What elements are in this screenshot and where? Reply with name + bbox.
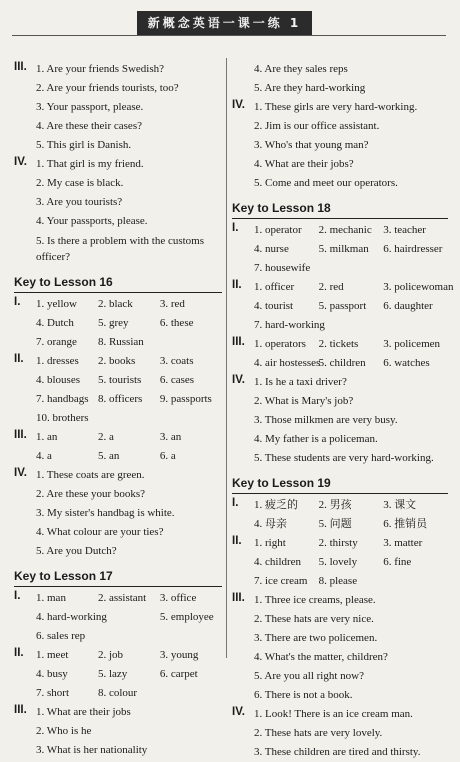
- answer-row: [36, 447, 222, 466]
- answer-line: 4. Are these their cases?: [36, 120, 142, 132]
- answer-cell: 5. children: [318, 357, 366, 369]
- section-number: IV.: [14, 467, 28, 479]
- answer-cell: 2. tickets: [318, 338, 359, 350]
- answer-line: 2. Who is he: [36, 725, 92, 737]
- answer-cell: 8. please: [318, 575, 358, 587]
- answer-cell: 3. 课文: [383, 499, 417, 511]
- answer-cell: 6. hairdresser: [383, 243, 443, 255]
- answer-line: 4. Are they sales reps: [254, 63, 348, 75]
- answer-row: [254, 572, 448, 591]
- answer-section: [232, 335, 448, 373]
- answer-row: [36, 589, 222, 608]
- answer-row: [36, 352, 222, 371]
- answer-line: 5. Are they hard-working: [254, 82, 366, 94]
- answer-section: [14, 646, 222, 703]
- answer-cell: 7. hard-working: [254, 319, 325, 331]
- answer-cell: 1. man: [36, 592, 66, 604]
- answer-cell: [319, 316, 384, 335]
- answer-section: [14, 703, 222, 760]
- answer-cell: 6. daughter: [383, 300, 433, 312]
- answer-cell: [98, 409, 160, 428]
- answer-cell: 6. cases: [159, 374, 195, 386]
- section-number: [232, 60, 254, 61]
- answer-line: 3. Are you tourists?: [36, 196, 123, 208]
- answer-cell: 1. an: [36, 431, 58, 443]
- answer-cell: 2. a: [97, 431, 114, 443]
- answer-cell: 5. employee: [159, 611, 214, 623]
- answer-row: [254, 259, 448, 278]
- answer-line: 5. Is there a problem with the customs officer?: [36, 235, 205, 263]
- answer-cell: [160, 333, 222, 352]
- answer-section: [232, 591, 448, 705]
- answer-lines: [36, 155, 222, 267]
- section-number: II.: [232, 535, 242, 547]
- answer-row: [36, 627, 222, 646]
- answer-cell: 2. mechanic: [318, 224, 372, 236]
- answer-cell: 7. orange: [36, 336, 77, 348]
- answer-row: [254, 354, 448, 373]
- answer-cell: 2. books: [97, 355, 136, 367]
- answer-lines: [254, 98, 448, 193]
- answer-section: [14, 589, 222, 646]
- answer-cell: 5. lovely: [318, 556, 358, 568]
- answer-line: 1. Three ice creams, please.: [254, 594, 376, 606]
- answer-cell: 3. policewoman: [383, 281, 454, 293]
- answer-row: [254, 335, 448, 354]
- answer-cell: 8. Russian: [97, 336, 144, 348]
- answer-cell: 6. fine: [383, 556, 412, 568]
- answer-cell: 2. black: [97, 298, 133, 310]
- answer-row: [36, 333, 222, 352]
- answer-cell: 1. operators: [254, 338, 306, 350]
- lesson-heading: Key to Lesson 19: [232, 476, 448, 494]
- answer-line: 1. These coats are green.: [36, 469, 145, 481]
- answer-cell: 2. job: [97, 649, 123, 661]
- answer-line: 3. Your passport, please.: [36, 101, 144, 113]
- answer-line: 2. These hats are very lovely.: [254, 727, 383, 739]
- section-number: II.: [14, 353, 24, 365]
- answer-section: [14, 155, 222, 267]
- answer-line: 1. These girls are very hard-working.: [254, 101, 418, 113]
- answer-cell: 4. busy: [36, 668, 68, 680]
- answer-cell: [383, 572, 448, 591]
- section-number: I.: [232, 497, 239, 509]
- answer-lines: [254, 705, 448, 762]
- answer-cell: 7. short: [36, 687, 69, 699]
- answer-line: 5. Come and meet our operators.: [254, 177, 398, 189]
- answer-cell: 6. sales rep: [36, 630, 86, 642]
- answer-grid: [36, 646, 222, 703]
- answer-line: 1. Are your friends Swedish?: [36, 63, 165, 75]
- answer-grid: [36, 295, 222, 352]
- answer-line: 2. Jim is our office assistant.: [254, 120, 380, 132]
- answer-cell: 3. coats: [159, 355, 194, 367]
- answer-cell: 1. officer: [254, 281, 295, 293]
- answer-row: [36, 371, 222, 390]
- section-number: I.: [14, 590, 21, 602]
- answer-cell: 4. hard-working: [36, 611, 107, 623]
- answer-cell: 7. housewife: [254, 262, 311, 274]
- answer-lines: [254, 373, 448, 468]
- answer-cell: 6. 推销员: [383, 518, 428, 530]
- answer-cell: 1. 疲乏的: [254, 499, 298, 511]
- answer-line: 2. Are your friends tourists, too?: [36, 82, 179, 94]
- answer-line: 5. These students are very hard-working.: [254, 452, 434, 464]
- answer-cell: [383, 316, 448, 335]
- section-number: III.: [14, 61, 27, 73]
- answer-row: [36, 295, 222, 314]
- section-number: IV.: [14, 156, 28, 168]
- answer-grid: [254, 221, 448, 278]
- answer-line: 2. Are these your books?: [36, 488, 146, 500]
- answer-line: 3. What is her nationality: [36, 744, 148, 756]
- answer-grid: [36, 352, 222, 428]
- answer-cell: 3. teacher: [383, 224, 426, 236]
- answer-cell: 4. blouses: [36, 374, 80, 386]
- answer-section: [232, 221, 448, 278]
- answer-line: 2. My case is black.: [36, 177, 124, 189]
- answer-lines: [36, 466, 222, 561]
- answer-line: 1. That girl is my friend.: [36, 158, 144, 170]
- section-number: I.: [232, 222, 239, 234]
- lesson-heading: Key to Lesson 18: [232, 201, 448, 219]
- answer-cell: 2. red: [318, 281, 344, 293]
- answer-lines: [254, 591, 448, 705]
- answer-cell: 7. ice cream: [254, 575, 308, 587]
- answer-line: 1. Is he a taxi driver?: [254, 376, 347, 388]
- answer-line: 3. Who's that young man?: [254, 139, 369, 151]
- answer-line: 3. These children are tired and thirsty.: [254, 746, 421, 758]
- section-number: II.: [14, 647, 24, 659]
- answer-grid: [254, 278, 454, 335]
- answer-row: [36, 314, 222, 333]
- answer-row: [254, 278, 454, 297]
- answer-row: [36, 646, 222, 665]
- answer-line: 6. There is not a book.: [254, 689, 353, 701]
- answer-line: 3. My sister's handbag is white.: [36, 507, 175, 519]
- answer-cell: 8. officers: [97, 393, 143, 405]
- answer-cell: 1. right: [254, 537, 286, 549]
- answer-cell: 7. handbags: [36, 393, 89, 405]
- section-number: I.: [14, 296, 21, 308]
- answer-line: 5. Are you Dutch?: [36, 545, 117, 557]
- lesson-heading: Key to Lesson 17: [14, 569, 222, 587]
- answer-section: [232, 98, 448, 193]
- answer-line: 5. This girl is Danish.: [36, 139, 132, 151]
- answer-cell: 4. 母亲: [254, 518, 287, 530]
- answer-line: 4. What colour are your ties?: [36, 526, 164, 538]
- answer-section: [232, 60, 448, 98]
- answer-line: 4. Your passports, please.: [36, 215, 148, 227]
- answer-line: 4. What's the matter, children?: [254, 651, 388, 663]
- answer-cell: [383, 259, 448, 278]
- answer-line: 2. What is Mary's job?: [254, 395, 354, 407]
- answer-section: [14, 295, 222, 352]
- answer-section: [14, 428, 222, 466]
- answer-line: 3. Those milkmen are very busy.: [254, 414, 398, 426]
- answer-cell: 6. carpet: [159, 668, 198, 680]
- answer-row: [254, 240, 448, 259]
- answer-cell: 6. a: [159, 450, 176, 462]
- answer-cell: [319, 259, 384, 278]
- answer-row: [36, 684, 222, 703]
- answer-cell: 4. Dutch: [36, 317, 74, 329]
- answer-row: [254, 534, 448, 553]
- answer-cell: 3. office: [159, 592, 197, 604]
- page-banner: 新概念英语一课一练 1: [137, 11, 312, 35]
- answer-grid: [36, 428, 222, 466]
- answer-line: 4. My father is a policeman.: [254, 433, 378, 445]
- answer-row: [254, 297, 448, 316]
- answer-line: 4. What are their jobs?: [254, 158, 354, 170]
- answer-grid: [254, 335, 448, 373]
- answer-cell: [160, 627, 222, 646]
- answer-cell: 1. meet: [36, 649, 69, 661]
- answer-cell: 2. thirsty: [318, 537, 358, 549]
- answer-grid: [36, 589, 222, 646]
- answer-row: [254, 316, 448, 335]
- answer-cell: 4. tourist: [254, 300, 294, 312]
- answer-grid: [254, 534, 448, 591]
- answer-cell: 4. children: [254, 556, 302, 568]
- answer-cell: 8. colour: [97, 687, 138, 699]
- answer-lines: [254, 60, 448, 98]
- answer-section: [14, 466, 222, 561]
- answer-cell: [160, 684, 222, 703]
- answer-cell: 5. 问题: [318, 518, 352, 530]
- answer-section: [232, 705, 448, 762]
- answer-section: [232, 534, 448, 591]
- answer-section: [14, 352, 222, 428]
- answer-cell: 2. assistant: [97, 592, 147, 604]
- answer-line: 3. There are two policemen.: [254, 632, 378, 644]
- top-rule: [12, 35, 446, 36]
- answer-row: [36, 608, 222, 627]
- answer-row: [36, 409, 222, 428]
- answer-row: [254, 496, 448, 515]
- column-divider: [226, 58, 227, 658]
- answer-line: 5. Are you all right now?: [254, 670, 364, 682]
- answer-cell: 2. 男孩: [318, 499, 352, 511]
- answer-cell: 3. young: [159, 649, 199, 661]
- section-number: III.: [232, 592, 245, 604]
- left-column: [14, 60, 222, 760]
- answer-cell: 6. these: [159, 317, 194, 329]
- section-number: IV.: [232, 706, 246, 718]
- answer-cell: 9. passports: [159, 393, 212, 405]
- right-column: [232, 60, 454, 762]
- section-number: III.: [232, 336, 245, 348]
- answer-cell: [98, 608, 160, 627]
- answer-cell: 3. matter: [383, 537, 423, 549]
- lesson-heading: Key to Lesson 16: [14, 275, 222, 293]
- answer-section: [14, 60, 222, 155]
- section-number: III.: [14, 429, 27, 441]
- answer-cell: 5. passport: [318, 300, 367, 312]
- answer-row: [254, 515, 448, 534]
- answer-cell: 4. air hostesses: [254, 357, 321, 369]
- answer-cell: 5. grey: [97, 317, 129, 329]
- section-number: IV.: [232, 99, 246, 111]
- answer-cell: 10. brothers: [36, 412, 89, 424]
- answer-row: [254, 221, 448, 240]
- answer-cell: 3. an: [159, 431, 182, 443]
- answer-cell: 1. operator: [254, 224, 302, 236]
- answer-cell: 5. milkman: [318, 243, 369, 255]
- answer-section: [232, 496, 448, 534]
- answer-line: 1. What are their jobs: [36, 706, 131, 718]
- answer-lines: [36, 703, 222, 760]
- answer-cell: 1. yellow: [36, 298, 77, 310]
- answer-cell: 3. red: [159, 298, 185, 310]
- answer-cell: 6. watches: [383, 357, 430, 369]
- answer-cell: 3. policemen: [383, 338, 441, 350]
- answer-cell: [98, 627, 160, 646]
- section-number: III.: [14, 704, 27, 716]
- answer-row: [36, 390, 222, 409]
- answer-cell: 5. tourists: [97, 374, 142, 386]
- answer-row: [36, 665, 222, 684]
- answer-line: 1. Look! There is an ice cream man.: [254, 708, 413, 720]
- answer-row: [36, 428, 222, 447]
- answer-lines: [36, 60, 222, 155]
- answer-cell: 4. a: [36, 450, 52, 462]
- answer-cell: 4. nurse: [254, 243, 289, 255]
- answer-section: [232, 278, 454, 335]
- answer-row: [254, 553, 448, 572]
- answer-section: [232, 373, 448, 468]
- answer-grid: [254, 496, 448, 534]
- section-number: IV.: [232, 374, 246, 386]
- answer-cell: 5. an: [97, 450, 120, 462]
- answer-line: 2. These hats are very nice.: [254, 613, 374, 625]
- answer-cell: 5. lazy: [97, 668, 128, 680]
- answer-cell: 1. dresses: [36, 355, 79, 367]
- section-number: II.: [232, 279, 242, 291]
- answer-cell: [160, 409, 222, 428]
